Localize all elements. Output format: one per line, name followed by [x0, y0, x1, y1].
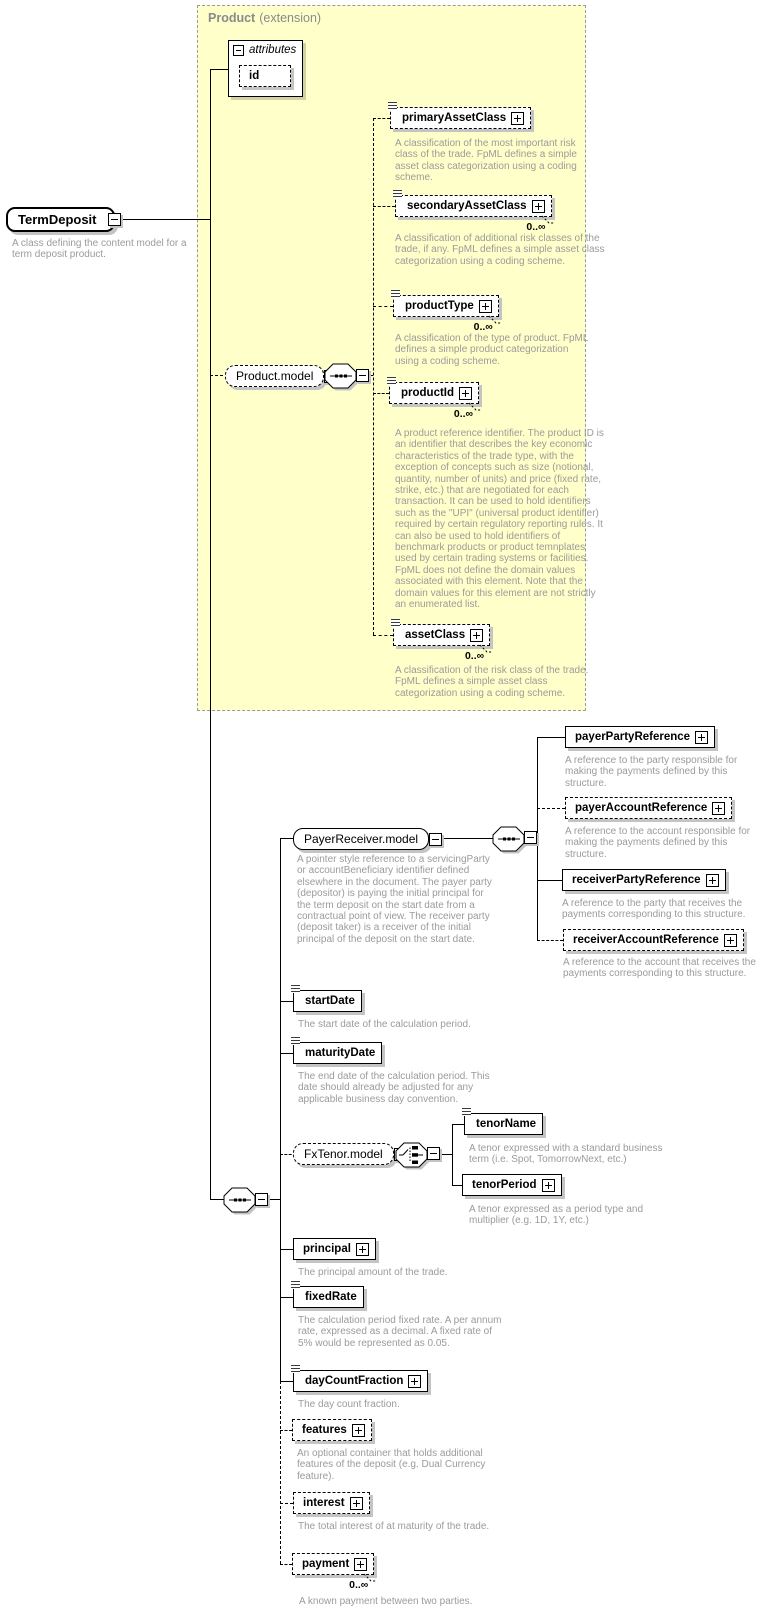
annotation-secondaryAssetClass: A classification of additional risk classes of the trade, if any. FpML defines a simple asset class categorization using a coding scheme.	[395, 233, 605, 267]
annotation-maturityDate: The end date of the calculation period. This date should already be adjusted for any applicable business day convention.	[298, 1071, 490, 1105]
element-node-secondaryAssetClass[interactable]	[395, 195, 552, 233]
connector-line	[452, 1124, 453, 1185]
element-node-TermDeposit[interactable]	[6, 207, 115, 232]
collapse-icon[interactable]	[524, 831, 537, 844]
element-node-tenorName[interactable]	[464, 1113, 543, 1135]
annotation-tenorName: A tenor expressed with a standard business term (i.e. Spot, TomorrowNext, etc.)	[469, 1143, 663, 1166]
attribute-label: id	[249, 70, 260, 82]
group-node-FxTenor-model[interactable]	[293, 1143, 407, 1165]
annotation-productType: A classification of the type of product. FpML defines a simple product categorization using a coding scheme.	[395, 333, 589, 367]
attributes-box	[228, 40, 303, 97]
group-label: FxTenor.model	[304, 1147, 383, 1161]
element-node-productType[interactable]	[393, 295, 499, 333]
element-icon	[387, 377, 396, 385]
connector-line	[373, 118, 390, 119]
attributes-label: attributes	[249, 44, 297, 56]
element-label: tenorPeriod	[472, 1179, 537, 1191]
expand-icon[interactable]	[695, 731, 708, 744]
connector-line	[373, 206, 395, 207]
element-label: payerPartyReference	[575, 731, 691, 743]
element-node-payerPartyReference[interactable]	[565, 726, 715, 748]
expand-icon[interactable]	[542, 1179, 555, 1192]
annotation-productId: A product reference identifier. The product ID is an identifier that describes the key economic characteristics of the trade type, with the exception of concepts such as size (notional, quantity, number of units) and price (fixed rate, strike, etc.) that are negotiated for each transaction. It can be used to hold identifiers such as the "UPI" (universal product identifier) required by certain regulatory reporting rules. It can also be used to hold identifiers of benchmark products or product temnplates used by certain trading systems or facilities. FpML does not define the domain values associated with this element. Note that the domain values for this element are not strictly an enumerated list.	[395, 428, 604, 611]
expand-icon[interactable]	[479, 300, 492, 313]
element-label: interest	[303, 1497, 345, 1509]
group-node-PayerReceiver-model[interactable]	[293, 828, 442, 850]
expand-icon[interactable]	[459, 387, 472, 400]
group-box	[225, 365, 324, 387]
element-label: assetClass	[405, 629, 466, 641]
connector-line	[537, 737, 538, 940]
cardinality-label: 0..∞	[526, 221, 546, 233]
connector-line	[280, 1053, 293, 1054]
annotation-principal: The principal amount of the trade.	[298, 1267, 448, 1278]
expand-icon[interactable]	[724, 934, 737, 947]
extension-base-name: Product	[208, 11, 256, 25]
expand-icon[interactable]	[356, 1243, 369, 1256]
connector-line	[452, 1124, 464, 1125]
annotation-payerAccountReference: A reference to the account responsible for making the payments defined by this structure.	[565, 826, 751, 860]
connector-line	[537, 880, 562, 881]
element-label: productType	[405, 300, 474, 312]
collapse-icon[interactable]	[255, 1193, 268, 1206]
element-node-maturityDate[interactable]	[293, 1042, 382, 1064]
connector-line	[537, 940, 563, 941]
annotation-payment: A known payment between two parties.	[299, 1596, 473, 1607]
element-icon	[291, 985, 300, 993]
connector-line	[280, 1381, 281, 1564]
annotation-fixedRate: The calculation period fixed rate. A per annum rate, expressed as a decimal. A fixed rate of 5% would be represented as 0.05.	[298, 1315, 502, 1349]
element-node-startDate[interactable]	[293, 990, 362, 1012]
annotation-payerPartyReference: A reference to the party responsible for making the payments defined by this structure.	[565, 755, 738, 789]
annotation-dayCountFraction: The day count fraction.	[298, 1399, 400, 1410]
element-node-tenorPeriod[interactable]	[462, 1174, 562, 1196]
cardinality-label: 0..∞	[464, 650, 485, 662]
annotation-receiverAccountReference: A reference to the account that receives the payments corresponding to this structure.	[563, 957, 756, 980]
element-icon	[291, 1365, 300, 1373]
connector-line	[373, 118, 374, 635]
element-label: receiverPartyReference	[572, 874, 701, 886]
element-label: principal	[303, 1243, 351, 1255]
element-label: primaryAssetClass	[402, 112, 507, 124]
connector-line	[280, 1430, 292, 1431]
element-node-assetClass[interactable]	[393, 624, 490, 662]
collapse-icon[interactable]	[108, 213, 121, 226]
group-label: PayerReceiver.model	[304, 832, 419, 846]
element-label: tenorName	[476, 1118, 537, 1130]
annotation-startDate: The start date of the calculation period.	[298, 1019, 471, 1030]
element-node-productId[interactable]	[389, 382, 479, 420]
connector-line	[280, 1249, 293, 1250]
connector-line	[440, 1154, 452, 1155]
element-icon	[291, 1037, 300, 1045]
expand-icon[interactable]	[712, 802, 725, 815]
expand-icon[interactable]	[350, 1497, 363, 1510]
element-icon	[393, 190, 402, 198]
element-label: fixedRate	[305, 1291, 357, 1303]
group-box	[293, 828, 429, 850]
collapse-icon[interactable]	[427, 1147, 440, 1160]
annotation-primaryAssetClass: A classification of the most important risk class of the trade. FpML defines a simple asset class categorization using a coding scheme.	[395, 138, 577, 184]
element-node-receiverAccountReference[interactable]	[563, 929, 744, 951]
element-icon	[391, 290, 400, 298]
element-node-interest[interactable]	[293, 1492, 370, 1514]
collapse-icon[interactable]	[356, 369, 369, 382]
annotation-assetClass: A classification of the risk class of the trade. FpML defines a simple asset class categorization using a coding scheme.	[395, 665, 589, 699]
connector-line	[373, 393, 389, 394]
cardinality-label: 0..∞	[473, 321, 493, 333]
connector-line	[537, 808, 565, 809]
cardinality-label: 0..∞	[453, 408, 474, 420]
connector-line	[373, 635, 393, 636]
cardinality-label: 0..∞	[349, 1579, 369, 1591]
connector-line	[280, 838, 281, 1381]
annotation-interest: The total interest of at maturity of the trade.	[298, 1521, 490, 1532]
annotation-payerreceiver-model: A pointer style reference to a servicingParty or accountBeneficiary identifier defined elsewhere in the document. The payer party (depositor) is paying the initial principal for the term deposit on the start date from a contractual point of view. The receiver party (deposit taker) is a receiver of the initial principal of the deposit on the start date.	[297, 854, 492, 945]
element-node-principal[interactable]	[293, 1238, 376, 1260]
extension-suffix: (extension)	[259, 11, 322, 25]
element-label: secondaryAssetClass	[407, 200, 527, 212]
element-icon	[291, 1281, 300, 1289]
product-extension-title	[208, 11, 321, 25]
expand-icon[interactable]	[470, 629, 483, 642]
element-node-payerAccountReference[interactable]	[565, 797, 732, 819]
element-node-features[interactable]	[292, 1419, 372, 1441]
group-label: Product.model	[236, 369, 314, 383]
connector-line	[280, 1503, 293, 1504]
expand-icon[interactable]	[354, 1558, 367, 1571]
connector-line	[280, 1001, 293, 1002]
annotation-features: An optional container that holds additional features of the deposit (e.g. Dual Currency feature).	[297, 1448, 486, 1482]
element-label: maturityDate	[305, 1047, 376, 1059]
element-icon	[388, 102, 397, 110]
element-label: receiverAccountReference	[573, 934, 719, 946]
expand-icon[interactable]	[408, 1375, 421, 1388]
element-node-primaryAssetClass[interactable]	[390, 107, 531, 129]
connector-line	[373, 306, 393, 307]
connector-line	[452, 1185, 462, 1186]
attributes-header	[229, 41, 302, 56]
element-node-fixedRate[interactable]	[293, 1286, 364, 1308]
expand-icon[interactable]	[511, 112, 524, 125]
annotation-termdeposit: A class defining the content model for a term deposit product.	[12, 238, 187, 261]
collapse-icon[interactable]	[429, 833, 442, 846]
element-label: payment	[302, 1558, 350, 1570]
element-label: startDate	[305, 995, 355, 1007]
element-icon	[462, 1108, 471, 1116]
element-node-payment[interactable]	[292, 1553, 374, 1591]
element-label: payerAccountReference	[575, 802, 708, 814]
connector-line	[280, 1381, 293, 1382]
attribute-node-id[interactable]	[239, 65, 291, 87]
element-node-receiverPartyReference[interactable]	[562, 869, 726, 891]
connector-line	[537, 737, 565, 738]
element-icon	[391, 619, 400, 627]
element-node-dayCountFraction[interactable]	[293, 1370, 428, 1392]
connector-line	[280, 1564, 292, 1565]
element-label: productId	[401, 387, 455, 399]
collapse-icon[interactable]	[233, 45, 244, 56]
annotation-receiverPartyReference: A reference to the party that receives the payments corresponding to this structure.	[562, 898, 746, 921]
element-label: TermDeposit	[18, 212, 97, 227]
expand-icon[interactable]	[706, 874, 719, 887]
element-label: dayCountFraction	[305, 1375, 404, 1387]
connector-line	[210, 69, 211, 1199]
expand-icon[interactable]	[532, 200, 545, 213]
connector-line	[210, 69, 228, 70]
group-node-Product-model[interactable]	[225, 365, 337, 387]
annotation-tenorPeriod: A tenor expressed as a period type and multiplier (e.g. 1D, 1Y, etc.)	[469, 1204, 644, 1227]
connector-line	[280, 1297, 293, 1298]
group-box	[293, 1143, 394, 1165]
element-label: features	[302, 1424, 347, 1436]
expand-icon[interactable]	[352, 1424, 365, 1437]
